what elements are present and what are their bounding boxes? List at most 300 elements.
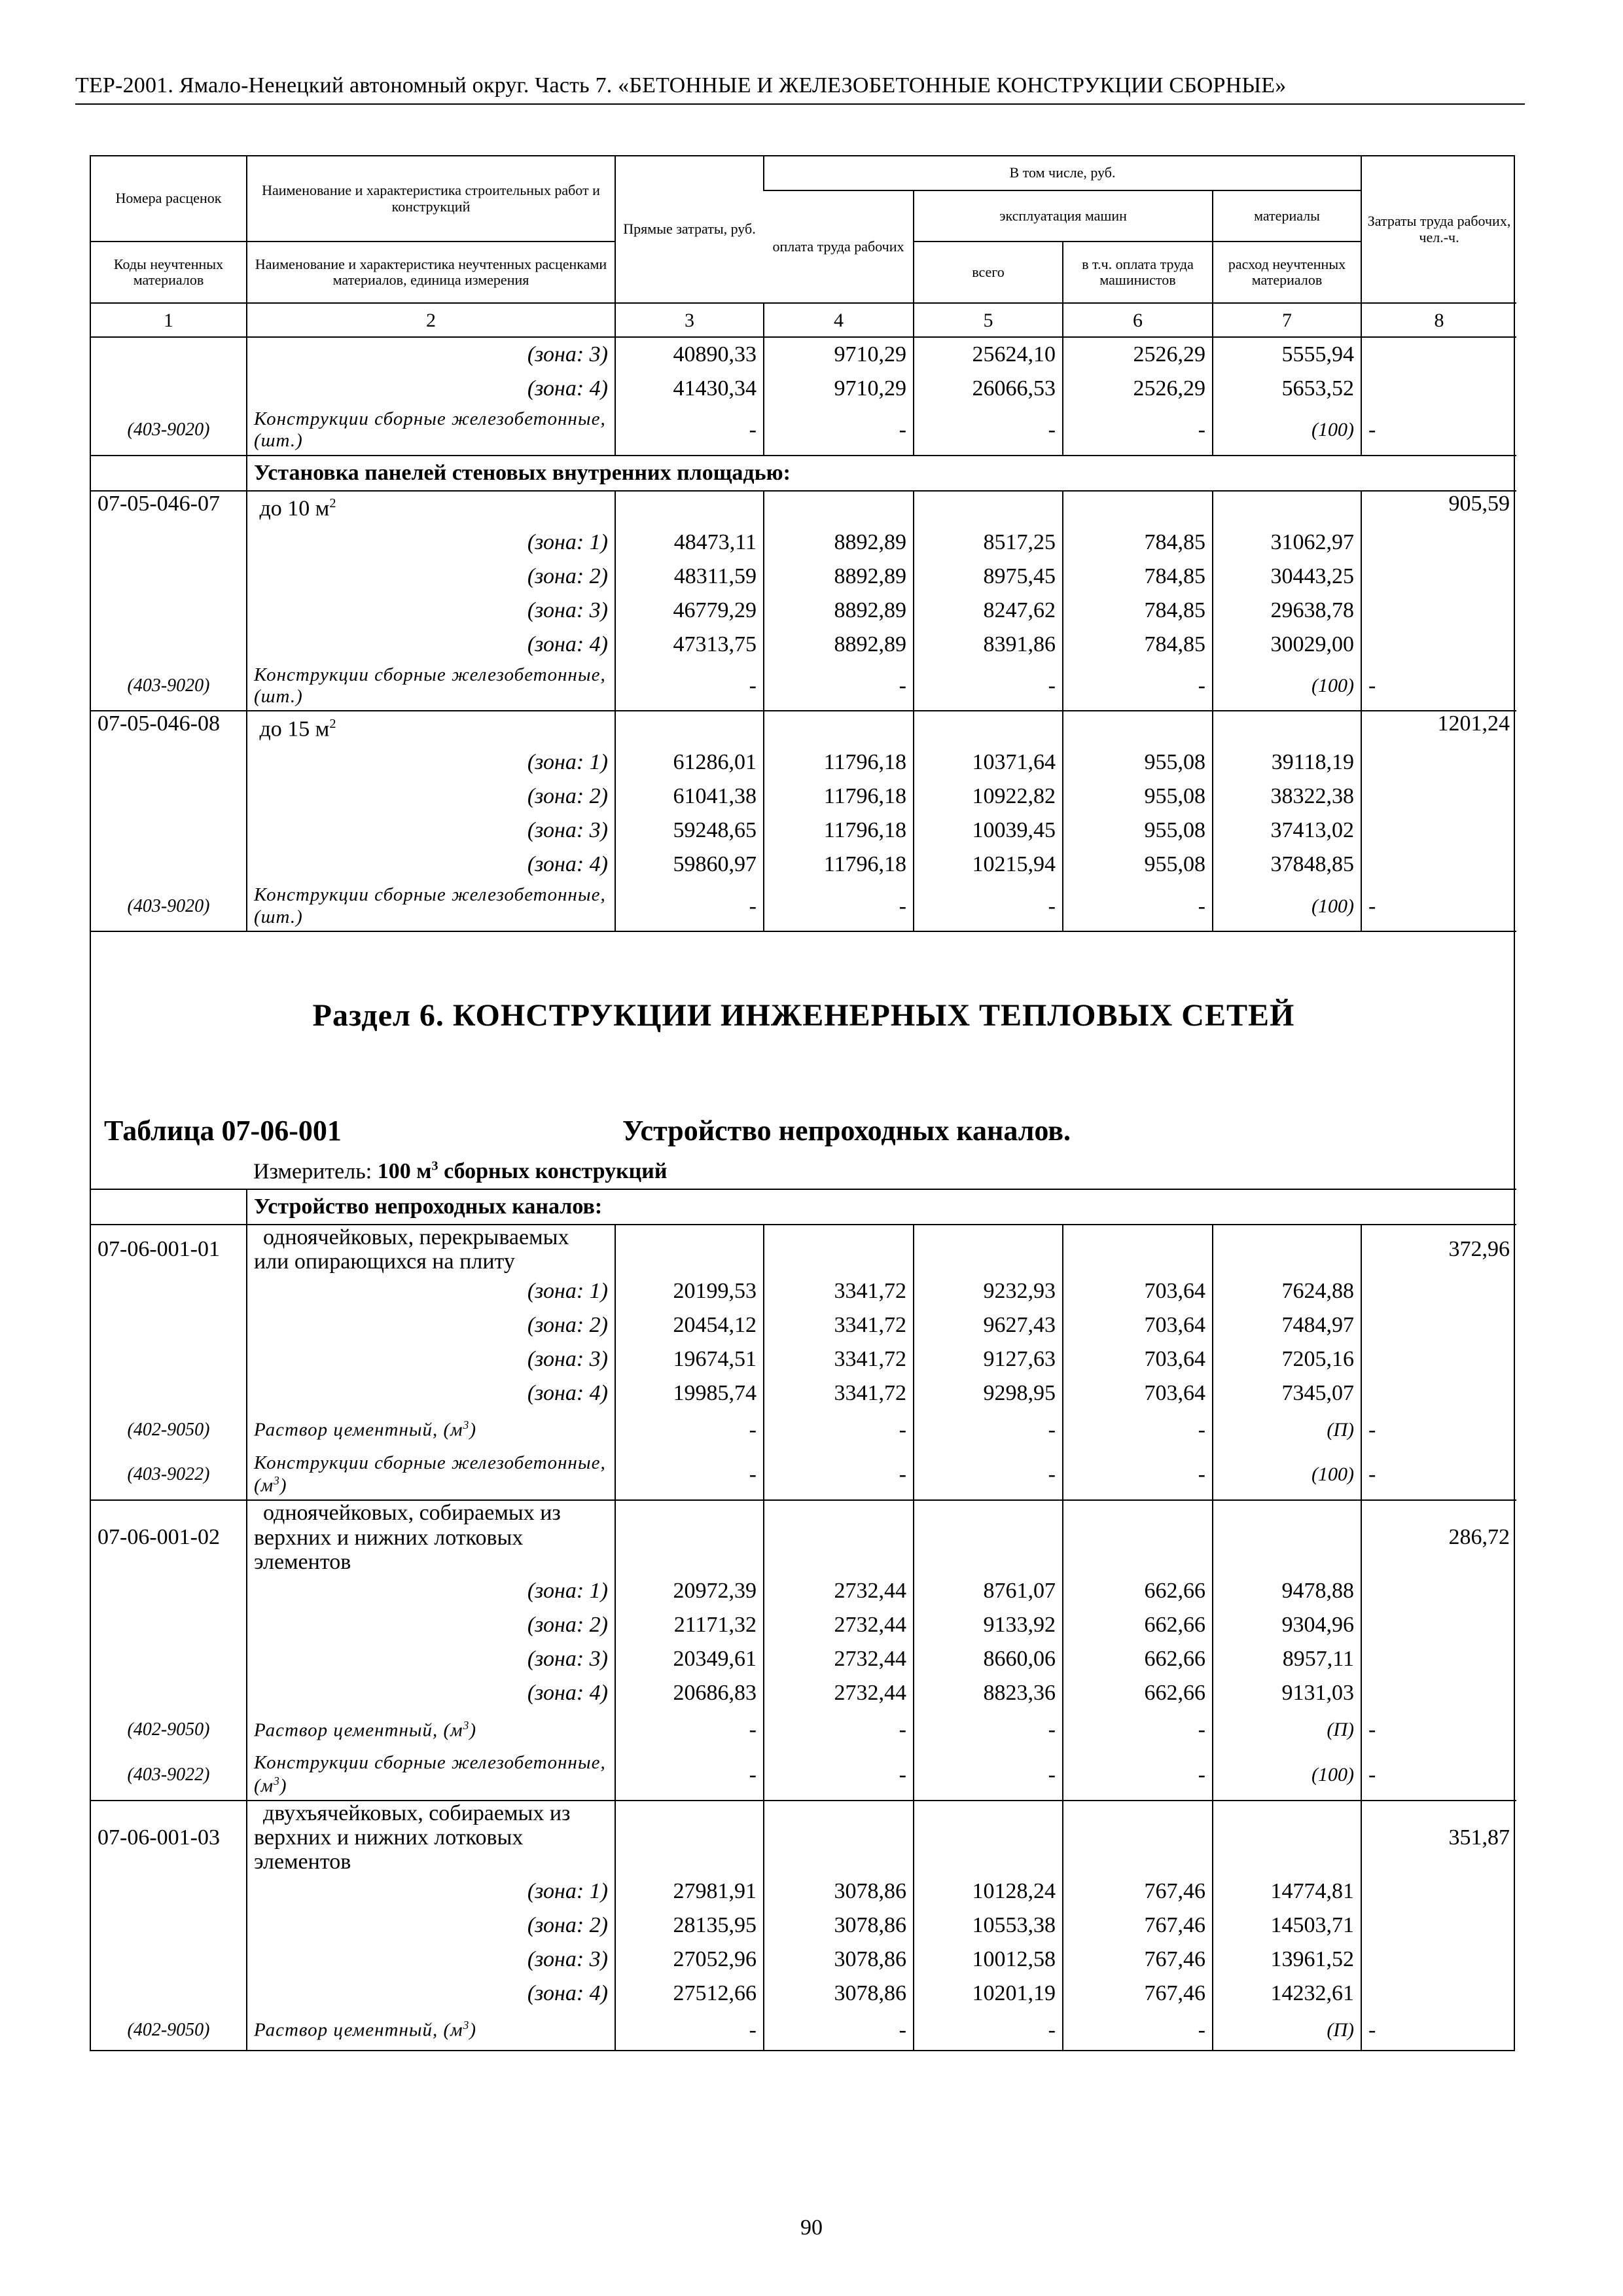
empty-cell (91, 1342, 247, 1376)
zone-row (91, 1642, 1516, 1676)
dash: - (764, 2011, 914, 2050)
machines-total: 26066,53 (914, 372, 1063, 406)
machines-total: 8660,06 (914, 1642, 1063, 1676)
empty-cell (1361, 1308, 1516, 1342)
dash: - (615, 1710, 764, 1749)
zone-label: (зона: 2) (247, 780, 615, 814)
direct-costs: 27512,66 (615, 1977, 764, 2011)
worker-pay: 2732,44 (764, 1574, 914, 1608)
material-qty: (100) (1213, 882, 1361, 931)
zone-row (91, 1376, 1516, 1410)
zone-row (91, 1977, 1516, 2011)
rate-row (91, 1500, 1516, 1574)
zone-label: (зона: 2) (247, 560, 615, 594)
material-row (91, 882, 1516, 931)
direct-costs: 48473,11 (615, 526, 764, 560)
machines-total: 10553,38 (914, 1909, 1063, 1943)
empty-cell (91, 628, 247, 662)
operator-pay: 703,64 (1063, 1342, 1213, 1376)
material-qty: (100) (1213, 662, 1361, 711)
machines-total: 10371,64 (914, 745, 1063, 780)
group-header (91, 456, 1516, 491)
dash: - (764, 1749, 914, 1800)
machines-total: 10215,94 (914, 848, 1063, 882)
group-header (91, 1189, 1516, 1225)
materials: 13961,52 (1213, 1943, 1361, 1977)
materials: 30443,25 (1213, 560, 1361, 594)
operator-pay: 767,46 (1063, 1909, 1213, 1943)
worker-pay: 11796,18 (764, 814, 914, 848)
zone-label: (зона: 4) (247, 1977, 615, 2011)
operator-pay: 767,46 (1063, 1943, 1213, 1977)
col-header-material-usage: расход неучтенных материалов (1213, 242, 1361, 303)
dash: - (1063, 1410, 1213, 1450)
col-number: 6 (1063, 303, 1213, 337)
operator-pay: 767,46 (1063, 1874, 1213, 1909)
dash: - (914, 1710, 1063, 1749)
materials: 31062,97 (1213, 526, 1361, 560)
dash: - (1063, 662, 1213, 711)
zone-label: (зона: 1) (247, 526, 615, 560)
zone-label: (зона: 3) (247, 1943, 615, 1977)
direct-costs: 61041,38 (615, 780, 764, 814)
worker-pay: 3341,72 (764, 1342, 914, 1376)
dash: - (1361, 662, 1516, 711)
zone-row (91, 1909, 1516, 1943)
empty-cell (1361, 780, 1516, 814)
col-header-materials: материалы (1213, 190, 1361, 242)
rate-row (91, 1801, 1516, 1874)
operator-pay: 662,66 (1063, 1574, 1213, 1608)
material-name: Конструкции сборные железобетонные, $(м^3)$ (247, 1749, 615, 1800)
empty-cell (1361, 1909, 1516, 1943)
empty-cell (1361, 526, 1516, 560)
dash: - (914, 1749, 1063, 1800)
col-header-rate-numbers: Номера расценок (115, 190, 222, 207)
col-number: 4 (764, 303, 914, 337)
dash: - (615, 1450, 764, 1500)
machines-total: 8391,86 (914, 628, 1063, 662)
empty-cell (1361, 1608, 1516, 1642)
table-body (91, 337, 1516, 2050)
worker-pay: 3341,72 (764, 1308, 914, 1342)
operator-pay: 955,08 (1063, 780, 1213, 814)
worker-pay: 9710,29 (764, 372, 914, 406)
operator-pay: 767,46 (1063, 1977, 1213, 2011)
zone-label: (зона: 1) (247, 745, 615, 780)
measure-row (91, 1155, 1516, 1189)
operator-pay: 703,64 (1063, 1274, 1213, 1308)
col-number: 5 (914, 303, 1063, 337)
rate-row (91, 711, 1516, 745)
materials: 9304,96 (1213, 1608, 1361, 1642)
worker-pay: 11796,18 (764, 780, 914, 814)
worker-pay: 11796,18 (764, 848, 914, 882)
materials: 14503,71 (1213, 1909, 1361, 1943)
empty-cell (1361, 1274, 1516, 1308)
dash: - (914, 1410, 1063, 1450)
dash: - (615, 1410, 764, 1450)
materials: 38322,38 (1213, 780, 1361, 814)
machines-total: 10922,82 (914, 780, 1063, 814)
col-number: 7 (1213, 303, 1361, 337)
empty-cell (1361, 1642, 1516, 1676)
materials: 37848,85 (1213, 848, 1361, 882)
operator-pay: 2526,29 (1063, 337, 1213, 372)
material-row (91, 1749, 1516, 1800)
dash: - (764, 406, 914, 456)
dash: - (1063, 2011, 1213, 2050)
empty-cell (1361, 814, 1516, 848)
zone-row (91, 848, 1516, 882)
zone-row (91, 594, 1516, 628)
operator-pay: 662,66 (1063, 1676, 1213, 1710)
materials: 9478,88 (1213, 1574, 1361, 1608)
col-header-including-label: В том числе, руб. (764, 156, 1361, 190)
machines-total: 8517,25 (914, 526, 1063, 560)
machines-total: 8975,45 (914, 560, 1063, 594)
material-name: Конструкции сборные железобетонные, (шт.) (247, 406, 615, 456)
materials: 7345,07 (1213, 1376, 1361, 1410)
rate-name: одноячейковых, перекрываемых или опирающихся на плиту (247, 1225, 615, 1274)
direct-costs: 27052,96 (615, 1943, 764, 1977)
operator-pay: 955,08 (1063, 814, 1213, 848)
col-number: 8 (1361, 303, 1516, 337)
empty-cell (91, 780, 247, 814)
materials: 5555,94 (1213, 337, 1361, 372)
material-qty: (100) (1213, 1749, 1361, 1800)
worker-pay: 3078,86 (764, 1874, 914, 1909)
rate-row (91, 491, 1516, 526)
operator-pay: 662,66 (1063, 1642, 1213, 1676)
zone-row (91, 526, 1516, 560)
empty-cell (91, 560, 247, 594)
machines-total: 8823,36 (914, 1676, 1063, 1710)
direct-costs: 61286,01 (615, 745, 764, 780)
worker-pay: 8892,89 (764, 594, 914, 628)
col-header-machines-total: всего (914, 242, 1063, 303)
operator-pay: 784,85 (1063, 628, 1213, 662)
dash: - (764, 662, 914, 711)
col-number: 2 (247, 303, 615, 337)
worker-pay: 8892,89 (764, 628, 914, 662)
material-code: (402-9050) (127, 1419, 210, 1440)
rate-row (91, 1225, 1516, 1274)
operator-pay: 703,64 (1063, 1308, 1213, 1342)
dash: - (615, 2011, 764, 2050)
material-qty: (П) (1213, 1710, 1361, 1749)
dash: - (764, 1450, 914, 1500)
empty-cell (1361, 1943, 1516, 1977)
empty-cell (91, 1642, 247, 1676)
materials: 9131,03 (1213, 1676, 1361, 1710)
material-row (91, 1450, 1516, 1500)
rate-name: одноячейковых, собираемых из верхних и нижних лотковых элементов (247, 1500, 615, 1574)
dash: - (1063, 882, 1213, 931)
dash: - (914, 882, 1063, 931)
direct-costs: 59860,97 (615, 848, 764, 882)
zone-label: (зона: 1) (247, 1574, 615, 1608)
empty-cell (91, 745, 247, 780)
empty-cell (91, 1308, 247, 1342)
empty-cell (1361, 1676, 1516, 1710)
material-code: (402-9050) (127, 1719, 210, 1740)
dash: - (1063, 1450, 1213, 1500)
zone-row (91, 1608, 1516, 1642)
machines-total: 9627,43 (914, 1308, 1063, 1342)
rate-name: до 15 $м^2$ (247, 711, 615, 745)
dash: - (914, 406, 1063, 456)
group-title: Устройство непроходных каналов: (247, 1189, 1516, 1225)
zone-row (91, 628, 1516, 662)
zone-label: (зона: 1) (247, 1874, 615, 1909)
worker-pay: 3341,72 (764, 1376, 914, 1410)
worker-pay: 2732,44 (764, 1608, 914, 1642)
empty-cell (1361, 1874, 1516, 1909)
zone-label: (зона: 2) (247, 1608, 615, 1642)
table-header (91, 156, 1516, 337)
dash: - (615, 406, 764, 456)
machines-total: 8761,07 (914, 1574, 1063, 1608)
empty-cell (91, 1909, 247, 1943)
rate-code: 07-06-001-02 (91, 1500, 247, 1574)
direct-costs: 19985,74 (615, 1376, 764, 1410)
zone-row (91, 780, 1516, 814)
table-title: Устройство непроходных каналов. (622, 1115, 1071, 1147)
col-header-material-codes: Коды неучтенных материалов (91, 242, 247, 303)
worker-pay: 9710,29 (764, 337, 914, 372)
section-banner (91, 931, 1516, 1155)
col-number: 3 (615, 303, 764, 337)
empty-cell (91, 1943, 247, 1977)
material-qty: (П) (1213, 1410, 1361, 1450)
worker-pay: 2732,44 (764, 1676, 914, 1710)
worker-pay: 3078,86 (764, 1977, 914, 2011)
col-header-machines: эксплуатация машин (914, 190, 1213, 242)
materials: 29638,78 (1213, 594, 1361, 628)
direct-costs: 59248,65 (615, 814, 764, 848)
direct-costs: 40890,33 (615, 337, 764, 372)
zone-label: (зона: 2) (247, 1909, 615, 1943)
material-code: (403-9022) (127, 1764, 210, 1785)
direct-costs: 20686,83 (615, 1676, 764, 1710)
empty-cell (91, 1574, 247, 1608)
dash: - (764, 1410, 914, 1450)
material-code: (403-9020) (127, 675, 210, 696)
rate-name: двухъячейковых, собираемых из верхних и нижних лотковых элементов (247, 1801, 615, 1874)
rate-name: до 10 $м^2$ (247, 491, 615, 526)
machines-total: 10128,24 (914, 1874, 1063, 1909)
dash: - (1361, 1410, 1516, 1450)
measure: Измеритель: 100 $м^3$ сборных конструкций (253, 1158, 668, 1184)
machines-total: 9127,63 (914, 1342, 1063, 1376)
worker-pay: 8892,89 (764, 526, 914, 560)
machines-total: 10201,19 (914, 1977, 1063, 2011)
operator-pay: 784,85 (1063, 594, 1213, 628)
material-qty: (П) (1213, 2011, 1361, 2050)
direct-costs: 20199,53 (615, 1274, 764, 1308)
col-header-worker-pay: оплата труда рабочих (772, 238, 904, 255)
labor-costs: 286,72 (1361, 1500, 1516, 1574)
empty-cell (91, 1874, 247, 1909)
direct-costs: 48311,59 (615, 560, 764, 594)
empty-cell (91, 1608, 247, 1642)
labor-costs: 1201,24 (1361, 711, 1516, 745)
zone-label: (зона: 4) (247, 1676, 615, 1710)
material-name: Раствор цементный, $(м^3)$ (247, 1710, 615, 1749)
material-row (91, 2011, 1516, 2050)
zone-label: (зона: 3) (247, 594, 615, 628)
zone-row (91, 1874, 1516, 1909)
dash: - (914, 662, 1063, 711)
zone-row (91, 1676, 1516, 1710)
zone-row (91, 745, 1516, 780)
zone-row (91, 1574, 1516, 1608)
page-number: 90 (800, 2215, 823, 2240)
rate-code: 07-06-001-03 (91, 1801, 247, 1874)
price-table (90, 155, 1515, 2051)
empty-cell (91, 1676, 247, 1710)
dash: - (1361, 406, 1516, 456)
empty-cell (91, 1274, 247, 1308)
operator-pay: 955,08 (1063, 848, 1213, 882)
zone-label: (зона: 3) (247, 1642, 615, 1676)
empty-cell (91, 594, 247, 628)
machines-total: 10012,58 (914, 1943, 1063, 1977)
dash: - (1361, 882, 1516, 931)
dash: - (914, 2011, 1063, 2050)
table-number: Таблица 07-06-001 (104, 1115, 342, 1147)
col-header-operator-pay: в т.ч. оплата труда машинистов (1063, 242, 1213, 303)
materials: 7484,97 (1213, 1308, 1361, 1342)
material-row (91, 1710, 1516, 1749)
dash: - (764, 1710, 914, 1749)
zone-label: (зона: 3) (247, 1342, 615, 1376)
direct-costs: 41430,34 (615, 372, 764, 406)
zone-label: (зона: 2) (247, 1308, 615, 1342)
material-name: Конструкции сборные железобетонные, $(м^3)$ (247, 1450, 615, 1500)
direct-costs: 20972,39 (615, 1574, 764, 1608)
dash: - (1063, 1710, 1213, 1749)
direct-costs: 28135,95 (615, 1909, 764, 1943)
zone-label: (зона: 4) (247, 1376, 615, 1410)
dash: - (1361, 1450, 1516, 1500)
empty-cell (1361, 628, 1516, 662)
dash: - (1361, 2011, 1516, 2050)
empty-cell (1361, 1977, 1516, 2011)
empty-cell (91, 1376, 247, 1410)
machines-total: 9133,92 (914, 1608, 1063, 1642)
materials: 37413,02 (1213, 814, 1361, 848)
worker-pay: 3341,72 (764, 1274, 914, 1308)
direct-costs: 20349,61 (615, 1642, 764, 1676)
machines-total: 9232,93 (914, 1274, 1063, 1308)
empty-cell (1361, 848, 1516, 882)
material-name: Раствор цементный, $(м^3)$ (247, 1410, 615, 1450)
material-code: (403-9020) (127, 420, 210, 440)
worker-pay: 11796,18 (764, 745, 914, 780)
direct-costs: 27981,91 (615, 1874, 764, 1909)
direct-costs: 47313,75 (615, 628, 764, 662)
material-qty: (100) (1213, 406, 1361, 456)
worker-pay: 2732,44 (764, 1642, 914, 1676)
direct-costs: 19674,51 (615, 1342, 764, 1376)
operator-pay: 2526,29 (1063, 372, 1213, 406)
empty-cell (1361, 560, 1516, 594)
material-row (91, 406, 1516, 456)
machines-total: 10039,45 (914, 814, 1063, 848)
dash: - (764, 882, 914, 931)
col-header-direct-costs: Прямые затраты, руб. (615, 156, 764, 303)
empty-cell (91, 526, 247, 560)
zone-row (91, 1274, 1516, 1308)
group-title: Установка панелей стеновых внутренних площадью: (247, 456, 1516, 491)
worker-pay: 8892,89 (764, 560, 914, 594)
worker-pay: 3078,86 (764, 1909, 914, 1943)
material-code: (403-9020) (127, 895, 210, 916)
materials: 14774,81 (1213, 1874, 1361, 1909)
empty-cell (1361, 594, 1516, 628)
materials: 8957,11 (1213, 1642, 1361, 1676)
col-header-material-names: Наименование и характеристика неучтенных расценками материалов, единица измерения (247, 242, 615, 303)
operator-pay: 784,85 (1063, 560, 1213, 594)
zone-row (91, 814, 1516, 848)
zone-row (91, 560, 1516, 594)
zone-row (91, 372, 1516, 406)
zone-row (91, 1943, 1516, 1977)
machines-total: 9298,95 (914, 1376, 1063, 1410)
zone-label: (зона: 3) (247, 814, 615, 848)
material-qty: (100) (1213, 1450, 1361, 1500)
dash: - (615, 1749, 764, 1800)
dash: - (1063, 1749, 1213, 1800)
empty-cell (91, 814, 247, 848)
empty-cell (1361, 1574, 1516, 1608)
empty-cell (1361, 1376, 1516, 1410)
rate-code: 07-05-046-08 (91, 711, 247, 745)
material-name: Конструкции сборные железобетонные, (шт.) (247, 662, 615, 711)
rate-code: 07-05-046-07 (91, 491, 247, 526)
operator-pay: 784,85 (1063, 526, 1213, 560)
materials: 7624,88 (1213, 1274, 1361, 1308)
empty-cell (1361, 745, 1516, 780)
materials: 7205,16 (1213, 1342, 1361, 1376)
empty-cell (91, 848, 247, 882)
zone-row (91, 337, 1516, 372)
zone-row (91, 1342, 1516, 1376)
materials: 30029,00 (1213, 628, 1361, 662)
material-code: (402-9050) (127, 2019, 210, 2040)
running-header: ТЕР-2001. Ямало-Ненецкий автономный округ. Часть 7. «БЕТОННЫЕ И ЖЕЛЕЗОБЕТОННЫЕ КОНСТРУКЦИИ СБОРНЫЕ» (75, 73, 1525, 105)
material-row (91, 1410, 1516, 1450)
rate-code: 07-06-001-01 (91, 1225, 247, 1274)
col-number: 1 (91, 303, 247, 337)
direct-costs: 20454,12 (615, 1308, 764, 1342)
dash: - (1063, 406, 1213, 456)
operator-pay: 703,64 (1063, 1376, 1213, 1410)
worker-pay: 3078,86 (764, 1943, 914, 1977)
empty-cell (1361, 1342, 1516, 1376)
dash: - (1361, 1749, 1516, 1800)
labor-costs: 372,96 (1361, 1225, 1516, 1274)
dash: - (1361, 1710, 1516, 1749)
labor-costs: 905,59 (1361, 491, 1516, 526)
materials: 14232,61 (1213, 1977, 1361, 2011)
machines-total: 25624,10 (914, 337, 1063, 372)
dash: - (615, 662, 764, 711)
materials: 39118,19 (1213, 745, 1361, 780)
empty-cell (91, 1977, 247, 2011)
